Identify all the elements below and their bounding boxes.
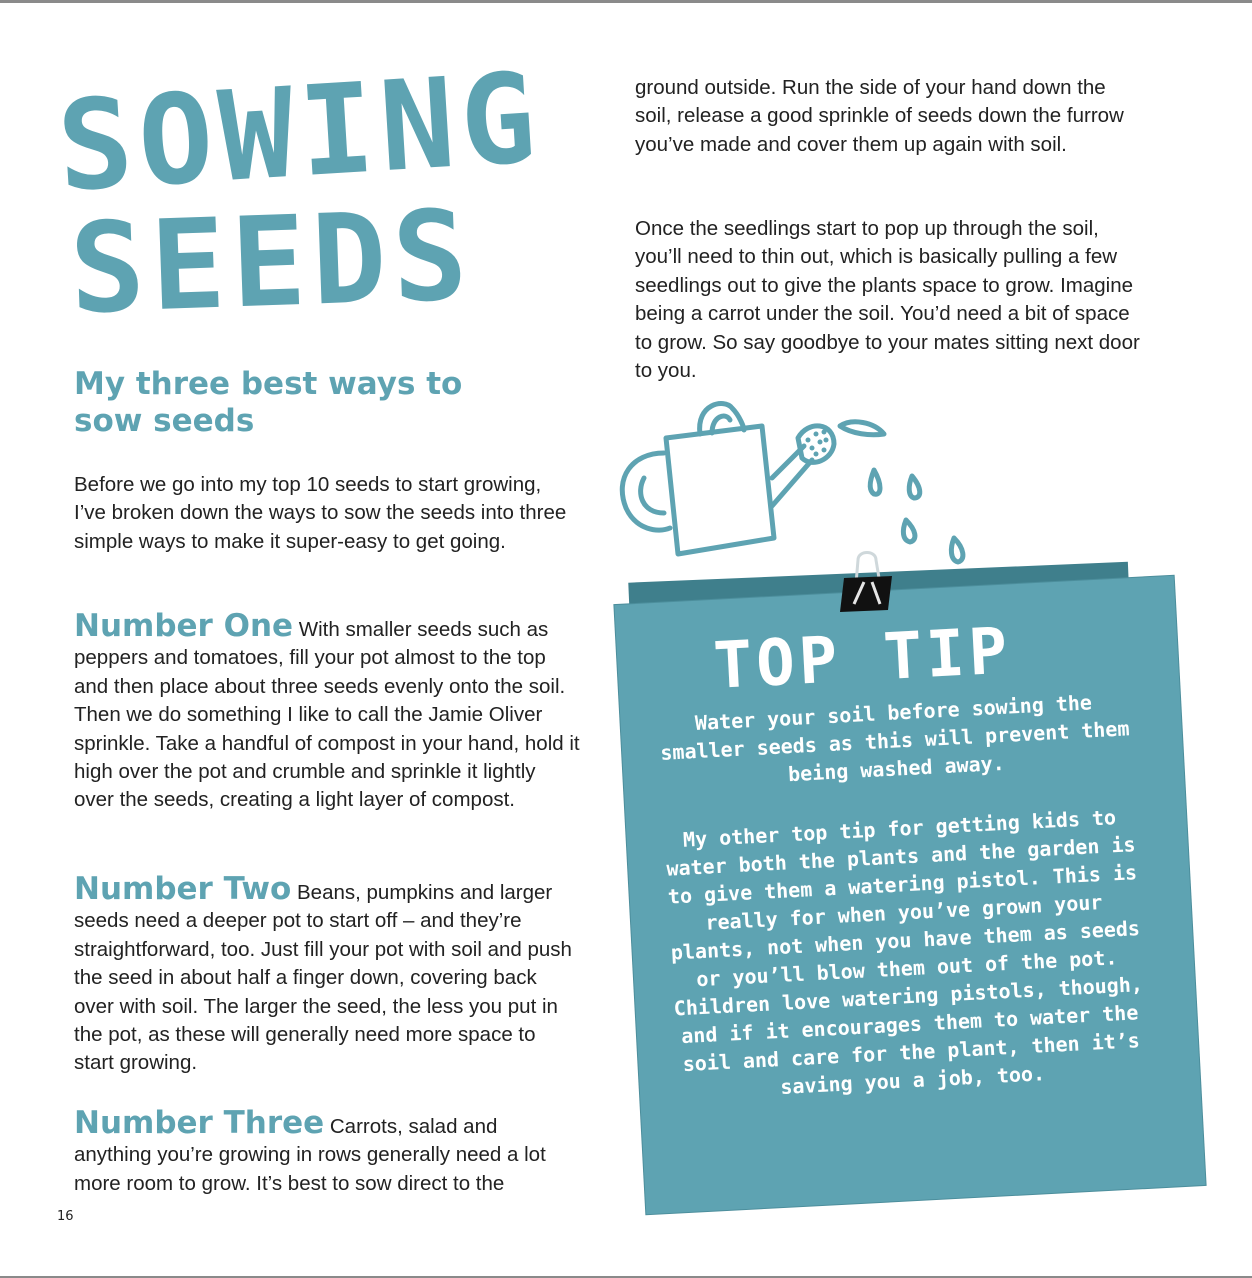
top-border [0, 0, 1252, 3]
tip-title: TOP TIP [711, 614, 1014, 704]
title-line-2: SEEDS [67, 183, 476, 342]
tip-paragraph-2: My other top tip for getting kids to water both the plants and the garden is to give them a watering pistol. This is really for when you’ve grown your plants, not when you have them as seeds or you’ll blow them out of the pot. Children love watering pistols, though, and if it encourages them to water the soil and care for the plant, then it’s saving you a job, too. [665, 805, 1144, 1100]
method-two-text: Beans, pumpkins and larger seeds need a deeper pot to start off – and they’re straightforward, too. Just fill your pot with soil and push the seed in about half a finger down, covering back over with soil. The larger the seed, the less you put in the pot, as these will generally need more space to start growing. [74, 881, 572, 1075]
method-one [74, 608, 580, 815]
method-two-label: Number Two [74, 871, 292, 907]
binder-clip-icon [838, 548, 898, 614]
column2-continued: ground outside. Run the side of your hand down the soil, release a good sprinkle of seeds down the furrow you’ve made and cover them up again with soil. [635, 76, 1124, 156]
method-three [74, 1105, 578, 1198]
intro-paragraph: Before we go into my top 10 seeds to start growing, I’ve broken down the ways to sow the seeds into three simple ways to make it super-easy to get going. [74, 473, 567, 553]
method-one-text: With smaller seeds such as peppers and tomatoes, fill your pot almost to the top and then place about three seeds evenly onto the soil. Then we do something I like to call the Jamie Oliver sprinkle. Take a handful of compost in your hand, hold it high over the pot and crumble and sprinkle it lightly over the seeds, creating a light layer of compost. [74, 618, 580, 812]
method-three-text: Carrots, salad and anything you’re growing in rows generally need a lot more room to grow. It’s best to sow direct to the [74, 1115, 546, 1195]
method-three-label: Number Three [74, 1105, 325, 1141]
method-two [74, 871, 574, 1078]
watering-can-illustration [612, 398, 982, 578]
page-number: 16 [57, 1209, 74, 1224]
method-one-label: Number One [74, 608, 294, 644]
title-line-1: SOWING [53, 46, 546, 220]
top-tip-card [614, 576, 1205, 1214]
column2-thinning: Once the seedlings start to pop up through the soil, you’ll need to thin out, which is basically pulling a few seedlings out to give the plants space to grow. Imagine being a carrot under the soil. You’d need a bit of space to grow. So say goodbye to your mates sitting next door to you. [635, 217, 1140, 383]
subheading: My three best ways to sow seeds [74, 366, 463, 439]
tip-paragraph-1: Water your soil before sowing the smaller seeds as this will prevent them being washed away. [659, 690, 1131, 787]
